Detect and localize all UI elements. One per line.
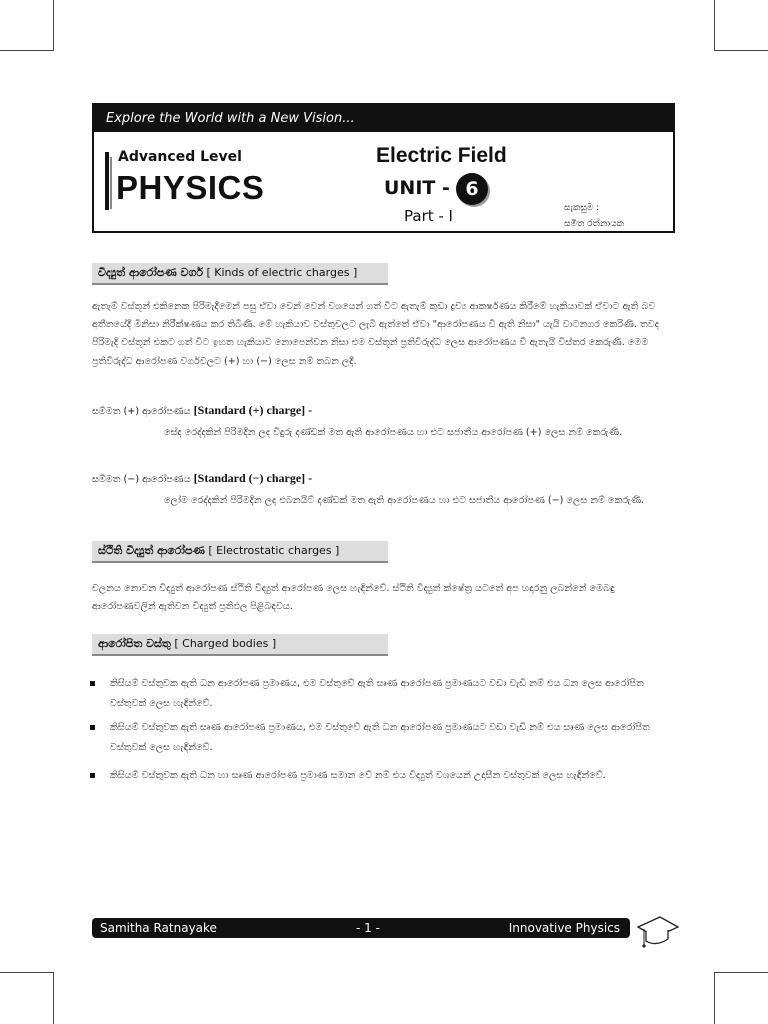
bullet-marker xyxy=(90,771,98,779)
level-label: Advanced Level xyxy=(118,149,242,165)
section-title-en: [ Electrostatic charges ] xyxy=(208,544,340,557)
section-heading-kinds-of-charges xyxy=(92,263,388,285)
list-item: කිසියම් වස්තුවක ඇති සෘණ ආරෝපණ ප්‍රමාණය, එම වස්තුවේ ඇති ධන ආරෝපණ ප්‍රමාණයට වඩා වැඩි නම් එය සෘණ ලෙස ආරෝපිත වස්තුවක් ලෙස හැඳින්වේ. xyxy=(110,722,650,753)
definition-label-negative xyxy=(92,471,312,486)
definition-label-en: [Standard (+) charge] - xyxy=(193,403,313,417)
section-title-en: [ Kinds of electric charges ] xyxy=(206,266,358,279)
author-name: සමිත රත්නායක xyxy=(564,219,624,229)
accent-bar-shadow xyxy=(110,157,112,209)
section-heading-charged-bodies xyxy=(92,634,388,656)
topic-title: Electric Field xyxy=(376,144,507,167)
page-number: - 1 - xyxy=(356,921,380,935)
unit-label: UNIT - xyxy=(384,177,450,199)
bullet-marker xyxy=(90,679,98,687)
crop-mark xyxy=(0,50,54,51)
crop-mark xyxy=(714,972,768,973)
definition-label-si: සම්මත (−) ආරෝපණය xyxy=(92,474,191,485)
section-title-si: ස්ථිති විද්‍යුත් ආරෝපණ xyxy=(98,544,205,557)
definition-text-positive: සේද රෙද්දකින් පිරිමදින ලද වීදුරු දණ්ඩක් මත ඇති ආරෝපණය හා එට සජාතීය ආරෝපණ (+) ලෙස නම් කෙරුණි. xyxy=(164,427,623,438)
graduation-cap-icon xyxy=(636,913,680,953)
crop-mark xyxy=(714,50,768,51)
electrostatic-paragraph: චලනය නොවන විද්‍යුත් ආරෝපණ ස්ථිති විද්‍යුත් ආරෝපණ ලෙස හැඳින්වේ. ස්ථිති විද්‍යුත් ක්ෂේත්‍ර යටතේ අප හදාරනු ලබන්නේ මෙබඳු ආරෝපණවලින් ඇතිවන විද්‍යුත් ප්‍රතිඵල පිළිබඳවය. xyxy=(92,583,615,613)
section-heading-electrostatic xyxy=(92,541,388,563)
section-title-en: [ Charged bodies ] xyxy=(174,637,277,650)
author-block xyxy=(564,200,624,232)
accent-bar xyxy=(105,152,109,210)
crop-mark xyxy=(714,0,715,50)
author-label: සැකසුම : xyxy=(564,203,600,213)
crop-mark xyxy=(53,0,54,50)
crop-mark xyxy=(714,972,715,1024)
crop-mark xyxy=(0,972,54,973)
footer-author: Samitha Ratnayake xyxy=(100,921,217,935)
definition-label-positive xyxy=(92,403,312,418)
list-item: කිසියම් වස්තුවක ඇති ධන ආරෝපණ ප්‍රමාණය, එම වස්තුවේ ඇති සෘණ ආරෝපණ ප්‍රමාණයට වඩා වැඩි නම් එය ධන ලෙස ආරෝපිත වස්තුවක් ලෙස හැඳින්වේ. xyxy=(110,678,644,709)
header-box xyxy=(92,103,675,233)
subject-title: PHYSICS xyxy=(116,169,265,206)
part-label: Part - I xyxy=(404,207,453,225)
definition-text-negative: ලෝම රෙද්දකින් පිරිමදින ලද එබනයිට් දණ්ඩක් මත ඇති ආරෝපණය හා එට සජාතීය ආරෝපණ (−) ලෙස නම් කෙරුණි. xyxy=(164,495,645,506)
list-item: කිසියම් වස්තුවක ඇති ධන හා සෘණ ආරෝපණ ප්‍රමාණ සමාන වේ නම් එය විද්‍යුත් වශයෙන් උදාසීන වස්තුවක් ලෙස හැඳින්වේ. xyxy=(110,770,606,781)
unit-number-badge: 6 xyxy=(456,173,488,205)
section-title-si: ආරෝපිත වස්තු xyxy=(98,637,171,650)
definition-label-en: [Standard (−) charge] - xyxy=(193,471,313,485)
footer-brand: Innovative Physics xyxy=(508,921,620,935)
tagline: Explore the World with a New Vision... xyxy=(94,105,673,132)
intro-paragraph: ඇතැම් වස්තූන් එකිනෙක පිරිමැදීමෙන් පසු ඒවා වෙන් වෙන් වශයෙන් ගත් විට ඇතැම් කුඩා ද්‍රව්‍ය ආකර්ෂණය කිරීමේ හැකියාවක් ඒවාට ඇති බව අතීතයේදී මිනිසා නිරීක්ෂණය කර තිබිණි. මේ හැකියාව වස්තුවලට ලැබී ඇත්තේ ඒවා "ආරෝපණය වී ඇති නිසා" යැයි වාටනගර කෙරිණි. තවද පිරිමැදි වස්තූන් එකට ගත් විට ඉහත හැකියාව නොපෙන්වන නිසා එම වස්තූන් ප්‍රතිවිරුද්ධ ලෙස ආරෝපණය වී ඇතැයි විස්තර කෙරුණි. මෙම ප්‍රතිවිරුද්ධ ආරෝපණ වර්ගවලට (+) හා (−) ලෙස නම් තබන ලදී. xyxy=(92,301,659,367)
bullet-marker xyxy=(90,723,98,731)
definition-label-si: සම්මත (+) ආරෝපණය xyxy=(92,406,191,417)
page-footer xyxy=(92,918,630,938)
section-title-si: විද්‍යුත් ආරෝපණ වර්ග xyxy=(98,266,203,279)
crop-mark xyxy=(53,972,54,1024)
